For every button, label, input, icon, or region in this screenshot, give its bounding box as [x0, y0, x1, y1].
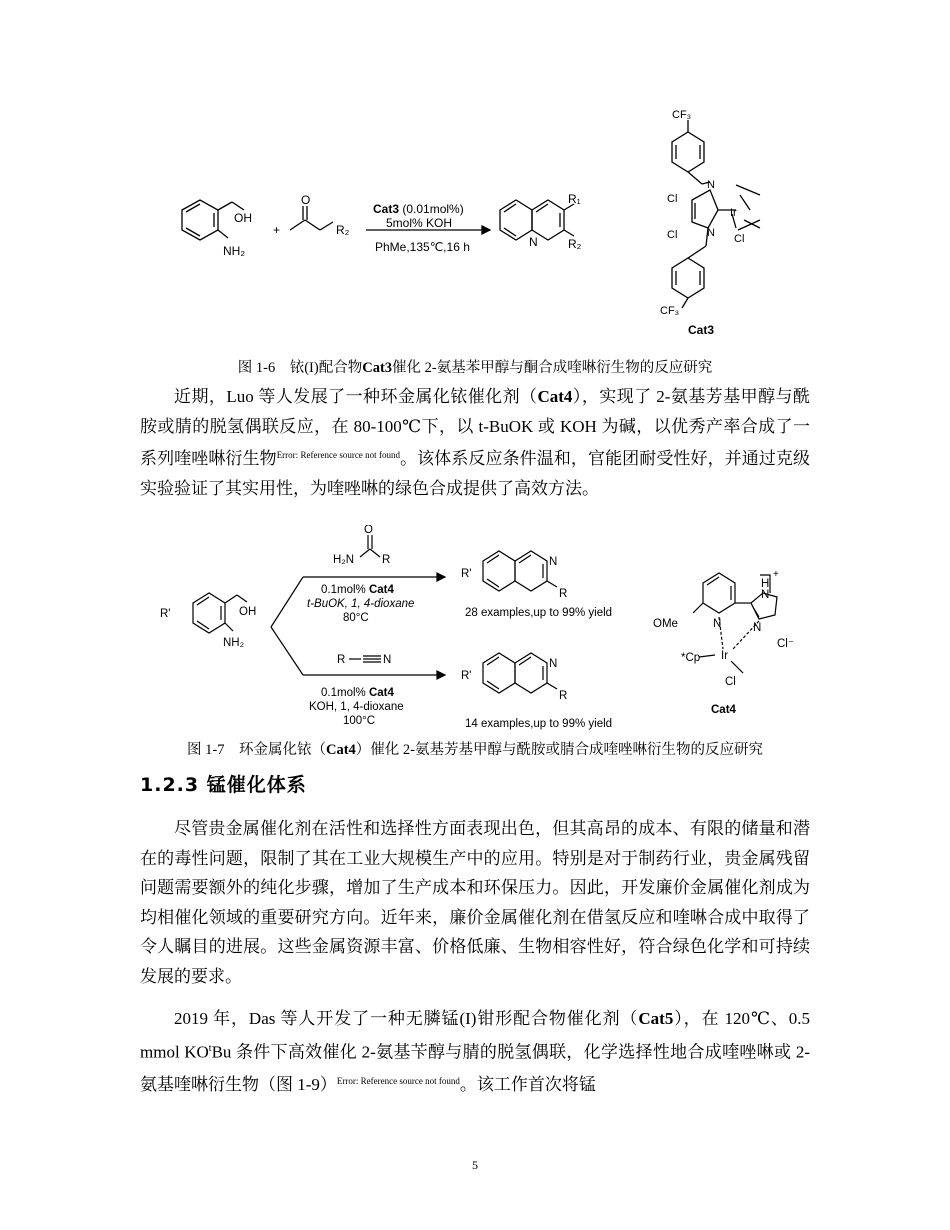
cat4-ir-cl: Cl	[725, 676, 736, 688]
lower-product-r: R	[559, 690, 568, 702]
paragraph-luo-part-2: ），实现了 2-氨基芳基甲醇与酰胺或腈的脱氢偶联反应，在 80-100℃下，以 t-BuOK 或 KOH 为碱，以优秀产率合成了一系列喹唑啉衍生物	[140, 387, 810, 468]
paragraph-luo-catalyst: Cat4	[537, 387, 573, 406]
paragraph-das-catalyst: Cat5	[638, 1009, 674, 1028]
paragraph-das-superscript: t	[208, 1042, 212, 1054]
figure-1-6-caption-suffix: 催化 2-氨基苯甲醇与酮合成喹啉衍生物的反应研究	[392, 360, 713, 376]
upper-product-r: R	[559, 588, 568, 600]
amide-r: R	[382, 554, 391, 566]
lower-catalyst: Cat4	[368, 687, 394, 699]
scheme1-product-r1: R₁	[568, 192, 581, 206]
scheme-2-drawing	[155, 525, 805, 730]
paragraph-das-part-4: 。该工作首次将锰	[459, 1074, 596, 1094]
cat4-nh-n: N	[761, 589, 770, 601]
nitrile-r: R	[337, 654, 346, 666]
paragraph-cost-text: 尽管贵金属催化剂在活性和选择性方面表现出色，但其高昂的成本、有限的储量和潜在的毒性问题，限制了其在工业大规模生产中的应用。特别是对于制药行业，贵金属残留问题需要额外的纯化步骤，增加了生产成本和环保压力。因此，开发廉价金属催化剂成为均相催化领域的重要研究方向。近年来，廉价金属催化剂在借氢反应和喹啉合成中取得了令人瞩目的进展。这些金属资源丰富、价格低廉、生物相容性好，符合绿色化学和可持续发展的要求。	[140, 819, 810, 986]
scheme-1-drawing	[170, 110, 770, 345]
sm-nh2: NH₂	[223, 637, 245, 649]
sm-r-prime: R'	[160, 608, 171, 620]
reaction-scheme-1	[170, 110, 770, 345]
paragraph-luo	[140, 382, 810, 503]
lower-yield: 14 examples,up to 99% yield	[465, 718, 613, 730]
upper-yield: 28 examples,up to 99% yield	[465, 607, 613, 619]
cat4-charge: +	[773, 569, 779, 580]
nitrile-n: N	[383, 654, 392, 666]
upper-base: t-BuOK, 1, 4-dioxane	[307, 598, 415, 610]
upper-product-r-prime: R'	[461, 568, 472, 580]
upper-loading-amount: 0.1mol%	[321, 584, 369, 596]
upper-temp: 80°C	[343, 612, 369, 624]
cat4-ir: Ir	[721, 650, 729, 662]
cat4-counterion: Cl⁻	[777, 638, 794, 650]
scheme1-nh2-label: NH₂	[223, 244, 245, 258]
upper-catalyst: Cat4	[368, 584, 394, 596]
cat4-nh-h: H	[761, 578, 770, 590]
scheme1-catalyst-name: Cat3	[373, 202, 400, 216]
scheme1-plus: +	[273, 223, 281, 237]
figure-1-7-caption-suffix: ）催化 2-氨基芳基甲醇与酰胺或腈合成喹唑啉衍生物的反应研究	[355, 742, 763, 758]
lower-loading	[321, 687, 394, 699]
figure-1-6-caption-catalyst: Cat3	[362, 360, 393, 376]
scheme1-product-n: N	[529, 235, 538, 249]
amide-o: O	[364, 525, 373, 536]
lower-base: KOH, 1, 4-dioxane	[309, 701, 404, 713]
cat3-label: Cat3	[688, 323, 715, 337]
upper-loading	[321, 584, 394, 596]
cat3-cf3-bottom: CF₃	[660, 305, 680, 317]
cat3-ir: Ir	[730, 207, 737, 219]
scheme1-ketone-o: O	[301, 193, 311, 207]
cat3-cf3-top: CF₃	[672, 110, 692, 121]
figure-1-7-caption	[0, 738, 950, 759]
scheme1-ketone-r2: R₂	[336, 223, 350, 237]
cat4-n-2: N	[753, 622, 762, 634]
paragraph-das-part-2: ），在 120℃、0.5 mmol KO	[140, 1009, 810, 1062]
scheme1-product-r2: R₂	[568, 237, 582, 251]
cat3-cl-1: Cl	[667, 193, 678, 205]
cat3-n-1: N	[707, 179, 715, 191]
paragraph-cost	[140, 814, 810, 991]
scheme1-catalyst	[373, 202, 464, 216]
scheme1-conditions: PhMe,135℃,16 h	[375, 240, 470, 254]
paragraph-das	[140, 1004, 810, 1099]
scheme1-catalyst-loading: (0.01mol%)	[399, 202, 464, 216]
cat3-ir-cl: Cl	[734, 233, 745, 245]
cat4-ome: OMe	[653, 618, 678, 630]
upper-product-n: N	[549, 556, 558, 568]
cat4-n-1: N	[713, 618, 722, 630]
figure-1-6-caption	[0, 356, 950, 377]
reference-error-2: Error: Reference source not found	[336, 1075, 460, 1086]
page-number: 5	[472, 1158, 478, 1172]
lower-loading-amount: 0.1mol%	[321, 687, 369, 699]
scheme1-base: 5mol% KOH	[386, 216, 453, 230]
sm-oh: OH	[239, 606, 257, 618]
paragraph-luo-part-3: 。该体系反应条件温和，官能团耐受性好，并通过克级实验验证了其实用性，为喹唑啉的绿色合成提供了高效方法。	[140, 449, 811, 498]
cat4-label: Cat4	[711, 704, 736, 716]
cat3-cl-2: Cl	[667, 229, 678, 241]
reaction-scheme-2	[155, 525, 805, 730]
cat4-cp: *Cp	[681, 652, 701, 664]
figure-1-7-caption-catalyst: Cat4	[325, 742, 356, 758]
figure-1-7-caption-prefix: 图 1-7 环金属化铱（	[187, 742, 326, 758]
lower-temp: 100°C	[343, 715, 376, 727]
paragraph-luo-part-1: 近期，Luo 等人发展了一种环金属化铱催化剂（	[174, 387, 538, 406]
scheme1-oh-label: OH	[234, 211, 252, 225]
paragraph-das-part-1: 2019 年，Das 等人开发了一种无膦锰(I)钳形配合物催化剂（	[174, 1009, 639, 1028]
lower-product-n: N	[549, 658, 558, 670]
amide-h2n: H₂N	[333, 554, 355, 566]
section-heading: 1.2.3 锰催化体系	[140, 774, 307, 796]
cat3-n-2: N	[707, 227, 715, 239]
reference-error-1: Error: Reference source not found	[276, 450, 400, 460]
paragraph-das-part-3: Bu 条件下高效催化 2-氨基苄醇与腈的脱氢偶联，化学选择性地合成喹唑啉或 2-氨基喹啉衍生物（图 1-9）	[140, 1042, 810, 1094]
lower-product-r-prime: R'	[461, 670, 472, 682]
figure-1-6-caption-prefix: 图 1-6 铱(I)配合物	[237, 360, 363, 376]
